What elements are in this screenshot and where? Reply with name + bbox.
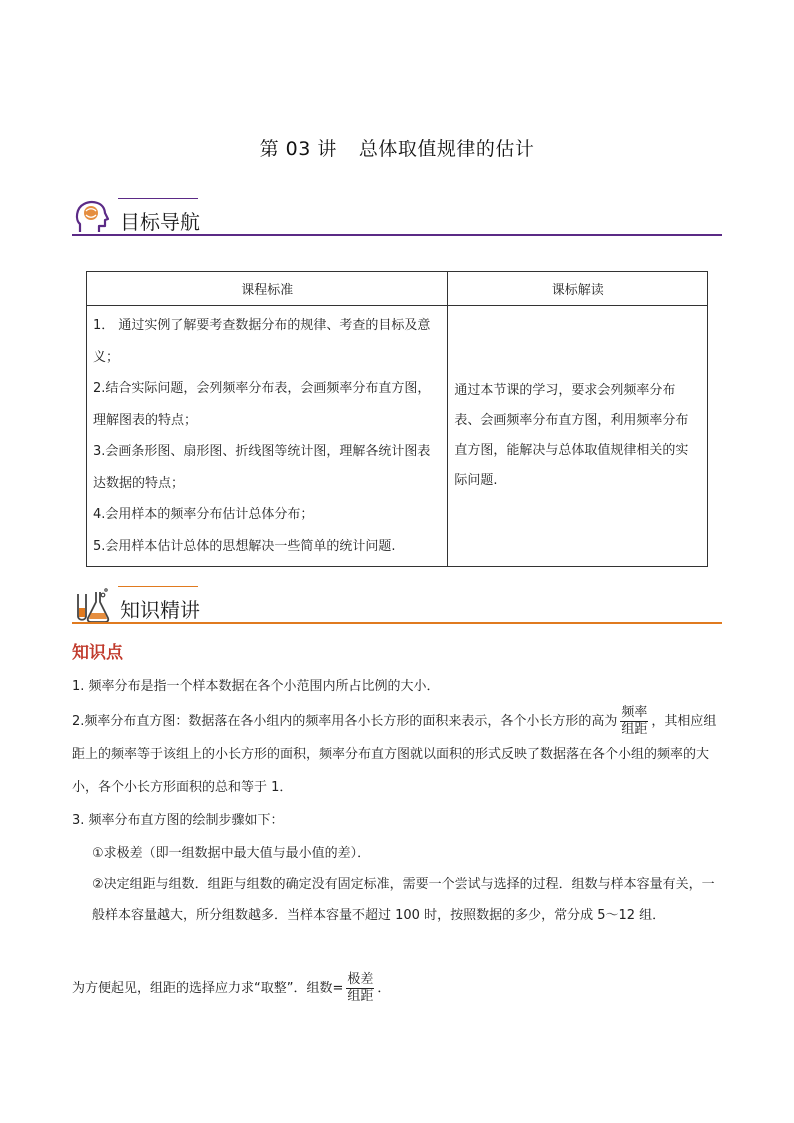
step-2: ②决定组距与组数．组距与组数的确定没有固定标准，需要一个尝试与选择的过程．组数与样本容量有关，一般样本容量越大，所分组数越多．当样本容量不超过 100 时，按照数据的多少，常分成 5～12 组． [92,877,715,923]
fraction-numerator: 极差 [346,973,374,989]
standard-item: 2.结合实际问题，会列频率分布表，会画频率分布直方图，理解图表的特点； [93,381,431,428]
lesson-number: 第 03 讲 [259,138,337,160]
section-label: 目标导航 [120,210,200,234]
knowledge-point-heading: 知识点 [72,643,123,663]
standard-item: 1． 通过实例了解要考查数据分布的规律、考查的目标及意义； [93,318,431,365]
page-title [0,134,794,161]
paragraph-4 [72,972,724,1005]
curriculum-table [86,271,708,567]
standard-item: 5.会用样本估计总体的思想解决一些简单的统计问题. [93,538,396,554]
section-goals-header [72,198,722,242]
step-1: ①求极差（即一组数据中最大值与最小值的差）． [92,846,371,861]
section-label: 知识精讲 [120,598,200,622]
lab-flask-icon [72,586,112,626]
fraction-numerator: 频率 [620,706,648,722]
table-row [87,306,708,567]
section-rule [72,234,722,236]
table-header-standard: 课程标准 [87,272,448,306]
standards-cell [87,306,448,567]
section-topline [118,586,198,587]
paragraph-2 [72,705,724,804]
paragraph-1: 1. 频率分布是指一个样本数据在各个小范围内所占比例的大小． [72,679,440,694]
brain-head-icon [72,198,112,238]
paragraph-4-text: 为方便起见，组距的选择应力求“取整”．组数= [72,981,344,996]
fraction-denominator: 组距 [621,722,648,737]
fraction-range-over-width [346,973,374,1005]
paragraph-4-text: ． [377,981,391,996]
standard-item: 4.会用样本的频率分布估计总体分布； [93,507,314,522]
paragraph-2-text: 2.频率分布直方图：数据落在各小组内的频率用各小长方形的面积来表示，各个小长方形的高为 [72,714,618,729]
standard-item: 3.会画条形图、扇形图、折线图等统计图，理解各统计图表达数据的特点； [93,444,431,491]
paragraph-2-text: ，其相应组距上的频率等于该组上的小长方形的面积，频率分布直方图就以面积的形式反映了数据落在各个小组的频率的大小，各个小长方形面积的总和等于 1． [72,714,717,795]
fraction-frequency-over-width [620,706,648,738]
section-knowledge-header [72,586,722,630]
interpretation-cell: 通过本节课的学习，要求会列频率分布表、会画频率分布直方图，利用频率分布直方图，能解决与总体取值规律相关的实际问题. [448,306,708,567]
fraction-denominator: 组距 [347,989,374,1004]
table-header-row [87,272,708,306]
paragraph-3: 3. 频率分布直方图的绘制步骤如下： [72,813,284,828]
section-rule [72,622,722,624]
section-topline [118,198,198,199]
lesson-title: 总体取值规律的估计 [358,138,535,160]
table-header-interpretation: 课标解读 [448,272,708,306]
